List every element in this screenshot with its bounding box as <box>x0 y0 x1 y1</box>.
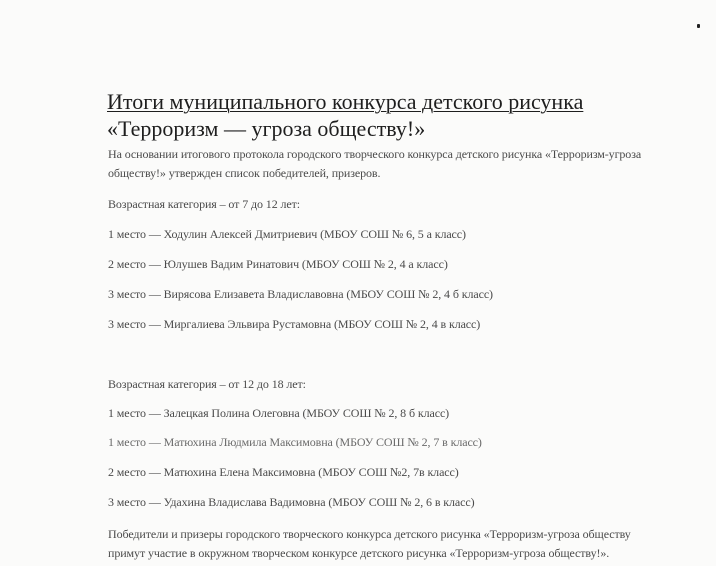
category-2-entry-1: 1 место — Залецкая Полина Олеговна (МБОУ СОШ № 2, 8 б класс) <box>108 406 450 420</box>
category-1-entry-4: 3 место — Миргалиева Эльвира Рустамовна (МБОУ СОШ № 2, 4 в класс) <box>108 317 481 331</box>
closing-line-2: примут участие в окружном творческом конкурсе детского рисунка «Терроризм-угроза обществу!». <box>108 546 610 560</box>
category-1-entry-2: 2 место — Юлушев Вадим Ринатович (МБОУ СОШ № 2, 4 а класс) <box>108 257 448 271</box>
category-1-entry-3: 3 место — Вирясова Елизавета Владиславовна (МБОУ СОШ № 2, 4 б класс) <box>108 287 493 301</box>
title-line-2: «Терроризм — угроза обществу!» <box>107 116 426 141</box>
intro-line-1: На основании итогового протокола городского творческого конкурса детского рисунка «Терроризм-угроза <box>108 147 642 161</box>
title-line-1: Итоги муниципального конкурса детского рисунка <box>107 89 584 114</box>
scan-speck <box>697 24 700 28</box>
category-2-entry-2: 1 место — Матюхина Людмила Максимовна (МБОУ СОШ № 2, 7 в класс) <box>108 435 482 449</box>
category-1-entry-1: 1 место — Ходулин Алексей Дмитриевич (МБОУ СОШ № 6, 5 а класс) <box>108 227 466 241</box>
document-title <box>107 88 583 142</box>
category-2-heading: Возрастная категория – от 12 до 18 лет: <box>108 377 306 391</box>
category-2-entry-3: 2 место — Матюхина Елена Максимовна (МБОУ СОШ №2, 7в класс) <box>108 465 459 479</box>
category-1-heading: Возрастная категория – от 7 до 12 лет: <box>108 197 300 211</box>
closing-line-1: Победители и призеры городского творческого конкурса детского рисунка «Терроризм-угроза обществу <box>108 527 631 541</box>
category-2-entry-4: 3 место — Удахина Владислава Вадимовна (МБОУ СОШ № 2, 6 в класс) <box>108 495 475 509</box>
intro-line-2: обществу!» утвержден список победителей, призеров. <box>108 166 381 180</box>
